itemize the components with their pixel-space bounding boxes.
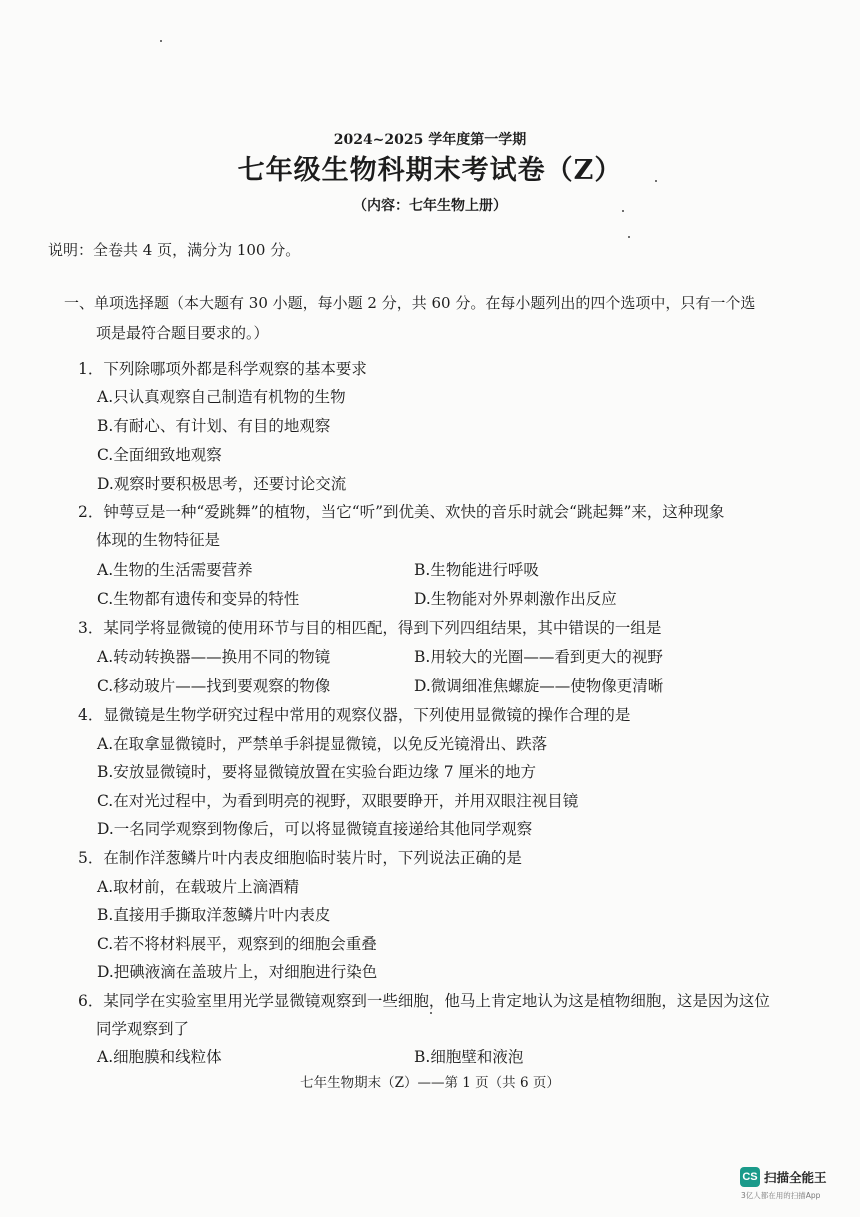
scanner-watermark xyxy=(740,1167,827,1187)
section-heading: 一、单项选择题（本大题有 30 小题，每小题 2 分，共 60 分。在每小题列出的四个选项中，只有一个选 xyxy=(64,294,756,312)
scan-speck xyxy=(628,236,630,238)
page-footer: 七年生物期末（Z）——第 1 页（共 6 页） xyxy=(300,1075,560,1091)
question-6-option-b: B.细胞壁和液泡 xyxy=(414,1048,524,1066)
scan-speck xyxy=(655,180,657,182)
camscanner-logo-icon: CS xyxy=(740,1167,760,1187)
question-1-option-b: B.有耐心、有计划、有目的地观察 xyxy=(97,417,331,435)
question-1-stem: 1．下列除哪项外都是科学观察的基本要求 xyxy=(78,360,367,378)
question-6-stem: 6．某同学在实验室里用光学显微镜观察到一些细胞，他马上肯定地认为这是植物细胞，这是因为这位 xyxy=(78,992,770,1010)
question-2-option-a: A.生物的生活需要营养 xyxy=(97,561,253,579)
question-2-option-c: C.生物都有遗传和变异的特性 xyxy=(97,590,300,608)
question-4-option-b: B.安放显微镜时，要将显微镜放置在实验台距边缘 7 厘米的地方 xyxy=(97,763,537,781)
question-4-option-c: C.在对光过程中，为看到明亮的视野，双眼要睁开，并用双眼注视目镜 xyxy=(97,792,579,810)
watermark-tagline: 3亿人都在用的扫描App xyxy=(741,1191,821,1200)
question-5-option-d: D.把碘液滴在盖玻片上，对细胞进行染色 xyxy=(97,963,378,981)
term-heading: 2024~2025 学年度第一学期 xyxy=(333,132,527,148)
question-2-stem: 2．钟萼豆是一种“爱跳舞”的植物，当它“听”到优美、欢快的音乐时就会“跳起舞”来，这种现象 xyxy=(78,503,725,521)
question-5-option-c: C.若不将材料展平，观察到的细胞会重叠 xyxy=(97,935,377,953)
question-5-option-b: B.直接用手撕取洋葱鳞片叶内表皮 xyxy=(97,906,331,924)
question-3-option-d: D.微调细准焦螺旋——使物像更清晰 xyxy=(414,677,664,695)
scan-speck xyxy=(430,1012,432,1014)
content-scope: （内容：七年生物上册） xyxy=(353,198,507,214)
question-3-option-a: A.转动转换器——换用不同的物镜 xyxy=(97,648,331,666)
section-heading-cont: 项是最符合题目要求的。） xyxy=(96,324,269,342)
question-2-option-d: D.生物能对外界刺激作出反应 xyxy=(414,590,617,608)
question-3-stem: 3．某同学将显微镜的使用环节与目的相匹配，得到下列四组结果，其中错误的一组是 xyxy=(78,619,662,637)
exam-title: 七年级生物科期末考试卷（Z） xyxy=(237,155,623,186)
question-4-option-a: A.在取拿显微镜时，严禁单手斜提显微镜，以免反光镜滑出、跌落 xyxy=(97,735,548,753)
question-4-option-d: D.一名同学观察到物像后，可以将显微镜直接递给其他同学观察 xyxy=(97,820,533,838)
question-2-option-b: B.生物能进行呼吸 xyxy=(414,561,539,579)
scan-speck xyxy=(622,210,624,212)
question-6-option-a: A.细胞膜和线粒体 xyxy=(97,1048,222,1066)
question-1-option-c: C.全面细致地观察 xyxy=(97,446,222,464)
question-3-option-b: B.用较大的光圈——看到更大的视野 xyxy=(414,648,663,666)
question-3-option-c: C.移动玻片——找到要观察的物像 xyxy=(97,677,331,695)
question-6-stem-cont: 同学观察到了 xyxy=(96,1020,190,1038)
question-5-option-a: A.取材前，在载玻片上滴酒精 xyxy=(97,878,300,896)
question-1-option-d: D.观察时要积极思考，还要讨论交流 xyxy=(97,475,347,493)
question-2-stem-cont: 体现的生物特征是 xyxy=(96,531,221,549)
scan-speck xyxy=(160,40,162,42)
exam-note: 说明：全卷共 4 页，满分为 100 分。 xyxy=(48,241,301,259)
question-4-stem: 4．显微镜是生物学研究过程中常用的观察仪器，下列使用显微镜的操作合理的是 xyxy=(78,706,631,724)
question-1-option-a: A.只认真观察自己制造有机物的生物 xyxy=(97,388,346,406)
watermark-app-name: 扫描全能王 xyxy=(764,1170,827,1185)
question-5-stem: 5．在制作洋葱鳞片叶内表皮细胞临时装片时，下列说法正确的是 xyxy=(78,849,522,867)
